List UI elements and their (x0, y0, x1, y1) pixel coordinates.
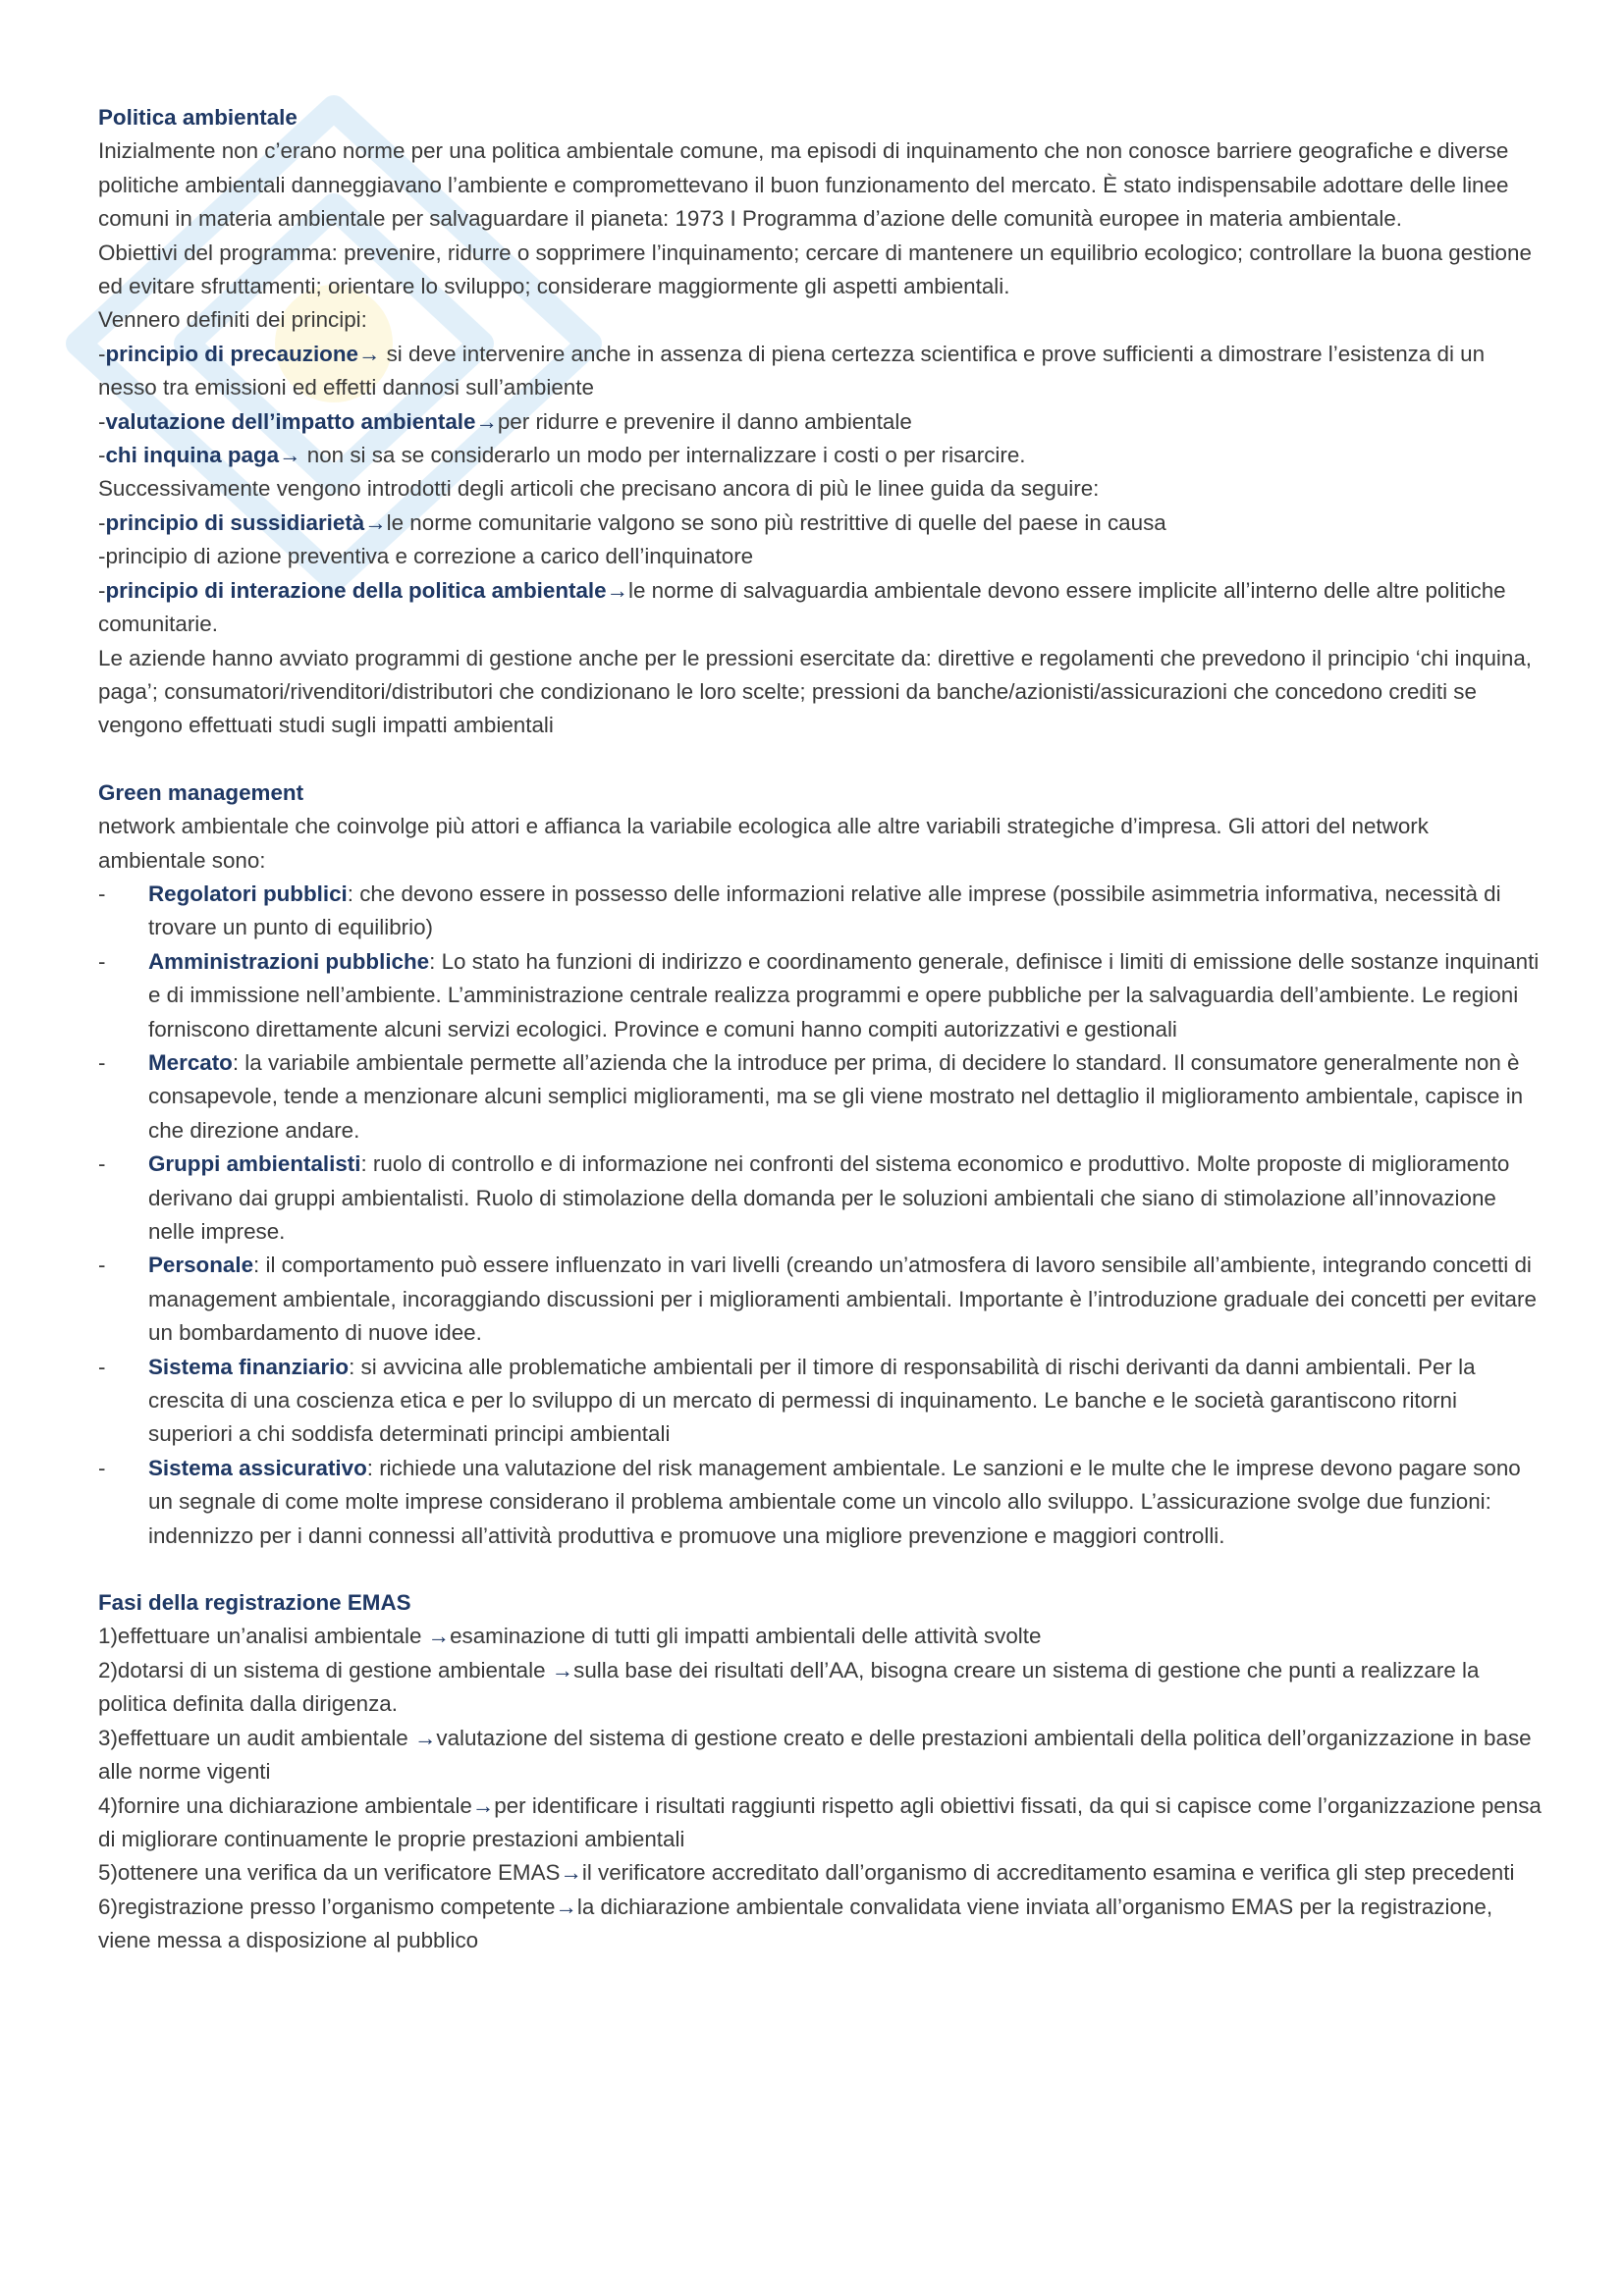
article-line: -principio di azione preventiva e correzione a carico dell’inquinatore (98, 544, 754, 569)
dash-bullet-icon: - (98, 1354, 106, 1379)
actor-term: Sistema assicurativo (148, 1455, 367, 1480)
politica-closing: Le aziende hanno avviato programmi di gestione anche per le pressioni esercitate da: direttive e regolamenti che prevedono il principio ‘chi inquina, paga’; consumatori/rivenditori/distributori che condizionano le loro scelte; pressioni da banche/azionisti/assicurazioni che concedono crediti se vengono effettuati studi sugli impatti ambientali (98, 645, 1532, 738)
section-title-emas: Fasi della registrazione EMAS (98, 1590, 411, 1616)
step-text: per identificare i risultati raggiunti rispetto agli obiettivi fissati, da qui si capisce come l’organizzazione pensa di migliorare continuamente le proprie prestazioni ambientali (98, 1792, 1542, 1851)
principle-line (98, 338, 1542, 405)
actor-term: Mercato (148, 1049, 233, 1075)
arrow-icon: → (414, 1725, 437, 1750)
step-text: valutazione del sistema di gestione creato e delle prestazioni ambientali della politica dell’organizzazione in base alle norme vigenti (98, 1725, 1532, 1785)
article-line (98, 507, 1542, 540)
emas-step (98, 1789, 1542, 1857)
list-item (98, 1452, 1542, 1553)
actors-list (98, 878, 1542, 1553)
document-page (98, 101, 1542, 1958)
actor-term: Regolatori pubblici (148, 881, 348, 906)
politica-intro: Inizialmente non c’erano norme per una politica ambientale comune, ma episodi di inquinamento che non conosce barriere geografiche e diverse politiche ambientali danneggiavano l’ambiente e compromettevano il buon funzionamento del mercato. È stato indispensabile adottare delle linee comuni in materia ambientale per salvaguardare il pianeta: 1973 I Programma d’azione delle comunità europee in materia ambientale. (98, 138, 1509, 232)
actor-text: : che devono essere in possesso delle informazioni relative alle imprese (possibile asimmetria informativa, necessità di trovare un punto di equilibrio) (148, 881, 1501, 940)
dash-prefix: - (98, 408, 106, 434)
list-item (98, 1148, 1542, 1249)
actor-text: : il comportamento può essere influenzato in vari livelli (creando un’atmosfera di lavoro sensibile all’ambiente, integrando concetti di management ambientale, incoraggiando discussioni per i miglioramenti ambientali. Importante è l’introduzione graduale dei concetti per evitare un bombardamento di nuove idee. (148, 1253, 1537, 1346)
dash-bullet-icon: - (98, 1253, 106, 1278)
actor-term: Personale (148, 1253, 254, 1278)
step-head: 1)effettuare un’analisi ambientale (98, 1624, 428, 1649)
step-text: la dichiarazione ambientale convalidata viene inviata all’organismo EMAS per la registrazione, viene messa a disposizione al pubblico (98, 1894, 1493, 1953)
actor-text: : la variabile ambientale permette all’azienda che la introduce per prima, di decidere lo standard. Il consumatore generalmente non è consapevole, tende a menzionare alcuni semplici miglioramenti, ma se gli viene mostrato nel dettaglio il miglioramento ambientale, capisce in che direzione andare. (148, 1049, 1524, 1143)
arrow-icon: → (475, 408, 498, 434)
actor-term: Gruppi ambientalisti (148, 1151, 361, 1177)
principle-term: principio di precauzione (105, 341, 358, 366)
politica-objectives: Obiettivi del programma: prevenire, ridurre o sopprimere l’inquinamento; cercare di mantenere un equilibrio ecologico; controllare la buona gestione ed evitare sfruttamenti; orientare lo sviluppo; considerare maggiormente gli aspetti ambientali. (98, 240, 1532, 299)
article-text: le norme comunitarie valgono se sono più restrittive di quelle del paese in causa (386, 509, 1166, 535)
actor-text: : Lo stato ha funzioni di indirizzo e coordinamento generale, definisce i limiti di emissione delle sostanze inquinanti e di immissione nell’ambiente. L’amministrazione centrale realizza programmi e opere pubbliche per la salvaguardia dell’ambiente. Le regioni forniscono direttamente alcuni servizi ecologici. Province e comuni hanno compiti autorizzativi e gestionali (148, 948, 1540, 1041)
arrow-icon: → (471, 1792, 495, 1818)
principle-term: valutazione dell’impatto ambientale (105, 408, 476, 434)
principle-text: per ridurre e prevenire il danno ambientale (497, 408, 912, 434)
principle-line (98, 439, 1542, 472)
green-intro: network ambientale che coinvolge più attori e affianca la variabile ecologica alle altre variabili strategiche d’impresa. Gli attori del network ambientale sono: (98, 814, 1429, 873)
step-head: 4)fornire una dichiarazione ambientale (98, 1792, 472, 1818)
principle-term: chi inquina paga (105, 443, 280, 468)
section-title-politica: Politica ambientale (98, 105, 298, 130)
dash-bullet-icon: - (98, 948, 106, 974)
actor-term: Amministrazioni pubbliche (148, 948, 430, 974)
actor-text: : si avvicina alle problematiche ambientali per il timore di responsabilità di rischi derivanti da danni ambientali. Per la crescita di una coscienza etica e per lo sviluppo di un mercato di permessi di inquinamento. Le banche e le società garantiscono ritorni superiori a chi soddisfa determinati principi ambientali (148, 1354, 1476, 1447)
articles-intro: Successivamente vengono introdotti degli articoli che precisano ancora di più le linee guida da seguire: (98, 476, 1100, 502)
list-item (98, 1249, 1542, 1350)
step-text: il verificatore accreditato dall’organismo di accreditamento esamina e verifica gli step precedenti (581, 1860, 1515, 1886)
dash-bullet-icon: - (98, 1455, 106, 1480)
emas-step (98, 1620, 1542, 1653)
arrow-icon: → (364, 509, 387, 535)
emas-step (98, 1891, 1542, 1958)
article-term: principio di interazione della politica ambientale (105, 577, 607, 603)
list-item (98, 878, 1542, 945)
emas-step (98, 1722, 1542, 1789)
arrow-icon: → (427, 1624, 451, 1649)
arrow-icon: → (555, 1894, 577, 1919)
dash-prefix: - (98, 509, 106, 535)
step-head: 2)dotarsi di un sistema di gestione ambientale (98, 1657, 552, 1682)
principle-line (98, 405, 1542, 439)
arrow-icon: → (606, 577, 628, 603)
emas-step (98, 1856, 1542, 1890)
list-item (98, 1351, 1542, 1452)
step-head: 5)ottenere una verifica da un verificatore EMAS (98, 1860, 561, 1886)
article-term: principio di sussidiarietà (105, 509, 365, 535)
step-head: 6)registrazione presso l’organismo competente (98, 1894, 556, 1919)
article-line (98, 574, 1542, 642)
article-text: le norme di salvaguardia ambientale devono essere implicite all’interno delle altre politiche comunitarie. (98, 577, 1506, 637)
actor-text: : richiede una valutazione del risk management ambientale. Le sanzioni e le multe che le imprese devono pagare sono un segnale di come molte imprese considerano il problema ambientale come un vincolo allo sviluppo. L’assicurazione svolge due funzioni: indennizzo per i danni connessi all’attività produttiva e promuove una migliore prevenzione e maggiori controlli. (148, 1455, 1521, 1548)
arrow-icon: → (358, 341, 381, 366)
dash-bullet-icon: - (98, 1049, 106, 1075)
actor-text: : ruolo di controllo e di informazione nei confronti del sistema economico e produttivo. Molte proposte di miglioramento derivano dai gruppi ambientalisti. Ruolo di stimolazione della domanda per le soluzioni ambientali che siano di stimolazione all’innovazione nelle imprese. (148, 1151, 1510, 1244)
principles-intro: Vennero definiti dei principi: (98, 307, 367, 333)
emas-step (98, 1654, 1542, 1722)
dash-bullet-icon: - (98, 881, 106, 906)
principle-text: si deve intervenire anche in assenza di piena certezza scientifica e prove sufficienti a dimostrare l’esistenza di un nesso tra emissioni ed effetti dannosi sull’ambiente (98, 341, 1486, 400)
dash-bullet-icon: - (98, 1151, 106, 1177)
step-text: esaminazione di tutti gli impatti ambientali delle attività svolte (450, 1624, 1042, 1649)
section-title-green: Green management (98, 779, 304, 805)
step-head: 3)effettuare un audit ambientale (98, 1725, 414, 1750)
dash-prefix: - (98, 577, 106, 603)
step-text: sulla base dei risultati dell’AA, bisogna creare un sistema di gestione che punti a realizzare la politica definita dalla dirigenza. (98, 1657, 1480, 1717)
arrow-icon: → (560, 1860, 582, 1886)
list-item (98, 1046, 1542, 1148)
actor-term: Sistema finanziario (148, 1354, 350, 1379)
arrow-icon: → (551, 1657, 574, 1682)
dash-prefix: - (98, 341, 106, 366)
list-item (98, 945, 1542, 1046)
principle-text: non si sa se considerarlo un modo per internalizzare i costi o per risarcire. (300, 443, 1026, 468)
arrow-icon: → (279, 443, 301, 468)
dash-prefix: - (98, 443, 106, 468)
